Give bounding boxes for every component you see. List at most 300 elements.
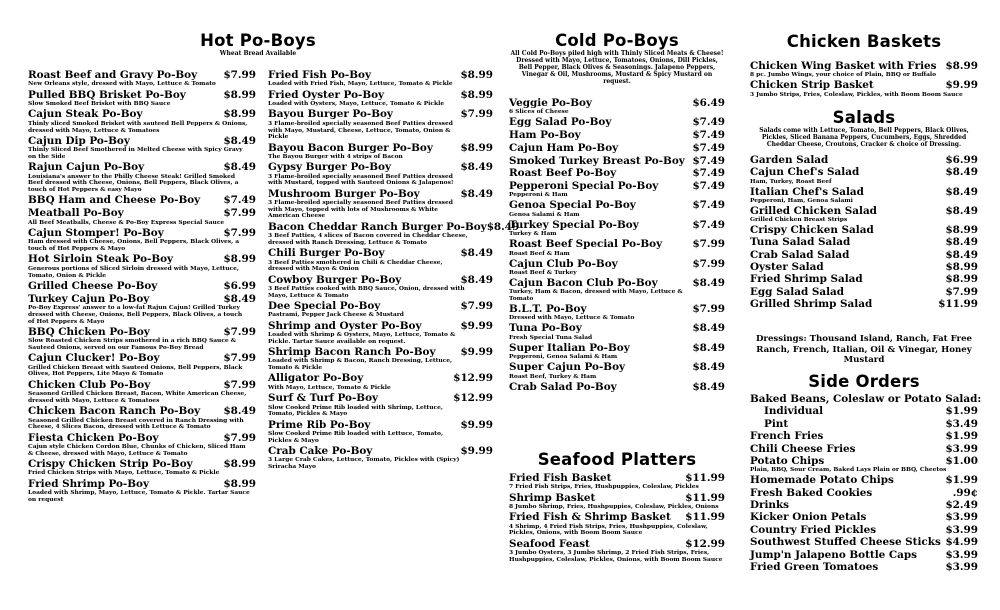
menu-item-price: $12.99 (453, 392, 493, 405)
menu-item-row (750, 561, 978, 573)
menu-item-description: Pepperoni & Ham (509, 191, 568, 199)
menu-item (750, 224, 978, 236)
menu-item-name: Prime Rib Po-Boy (268, 418, 371, 431)
menu-item-price: $7.49 (692, 218, 725, 231)
menu-item-name: Gypsy Burger Po-Boy (268, 161, 391, 174)
menu-item-price: $6.49 (692, 97, 725, 109)
menu-item (268, 142, 493, 161)
menu-item (268, 69, 493, 88)
menu-item-row (509, 381, 725, 393)
menu-item-row (268, 108, 493, 120)
menu-item-name: Cajun Chef's Salad (750, 166, 860, 179)
menu-item-name: Chicken Club Po-Boy (28, 378, 151, 391)
menu-item (28, 108, 256, 134)
menu-item-name: Cajun Clucker! Po-Boy (28, 352, 160, 365)
menu-item-name: Cajun Steak Po-Boy (28, 108, 143, 121)
menu-item-name: Chili Cheese Fries (750, 442, 856, 455)
menu-item-name: Jump'n Jalapeno Bottle Caps (750, 548, 917, 561)
menu-item-price: $8.49 (945, 185, 978, 198)
menu-item-price: $8.99 (945, 260, 978, 273)
menu-item-price: $3.49 (945, 417, 978, 430)
menu-item-name: Seafood Feast (509, 537, 590, 550)
menu-item-price: $8.49 (486, 220, 520, 233)
menu-item-row (268, 372, 493, 384)
menu-item-price: $8.49 (223, 292, 256, 305)
menu-item-name: Fiesta Chicken Po-Boy (28, 431, 159, 444)
menu-item (509, 116, 725, 128)
menu-item-price: $3.99 (945, 523, 978, 536)
menu-item-price: $8.99 (460, 141, 493, 154)
menu-item (28, 326, 256, 352)
menu-item-row (750, 487, 978, 499)
menu-item (268, 188, 493, 221)
menu-item-row (28, 352, 256, 364)
menu-item-name: Cajun Bacon Club Po-Boy (509, 276, 658, 289)
menu-item-price: $8.49 (460, 187, 493, 200)
menu-item (750, 60, 978, 79)
menu-item (28, 432, 256, 458)
menu-item (750, 79, 978, 98)
menu-item-name: Cowboy Burger Po-Boy (268, 273, 402, 286)
menu-item-price: $3.99 (945, 548, 978, 561)
menu-item-description: Generous portions of Sliced Sirloin dressed with Mayo, Lettuce, Tomato, Onion & Pickle (28, 264, 239, 279)
menu-item-name: Crab Salad Po-Boy (509, 380, 617, 393)
menu-item-name: BBQ Chicken Po-Boy (28, 325, 150, 338)
menu-item-name: Drinks (750, 498, 790, 511)
menu-item-price: $12.99 (453, 372, 493, 385)
menu-item-description: Slow Cooked Prime Rib loaded with Lettuce, Tomato, Pickles & Mayo (268, 429, 444, 444)
menu-item (750, 474, 978, 486)
menu-item-row (509, 167, 725, 179)
menu-item-price: .99¢ (952, 486, 978, 499)
menu-item (268, 445, 493, 471)
menu-item-description: Slow Roasted Chicken Strips smothered in a rich BBQ Sauce & Sauteed Onions, served on our Famous Po-Boy Bread (28, 337, 237, 352)
menu-item-name: Chicken Wing Basket with Fries (750, 60, 937, 72)
salads-subtitle: Salads come with Lettuce, Tomato, Bell Peppers, Black Olives, Pickles, Sliced Banana Peppers, Cucumbers, Eggs, Shredded Cheddar Cheese, Croutons, Cracker & choice of Dressing. (759, 127, 969, 148)
menu-item-name: Individual (764, 405, 824, 418)
menu-item-name: Chili Burger Po-Boy (268, 247, 385, 260)
menu-item-name: Surf & Turf Po-Boy (268, 392, 379, 405)
menu-item-description: Grilled Chicken Breast Strips (750, 216, 848, 224)
menu-item-price: $6.99 (223, 279, 256, 292)
menu-item (509, 492, 725, 511)
menu-item-row (750, 154, 978, 166)
menu-item (28, 280, 256, 292)
menu-item-row (509, 142, 725, 154)
menu-item (268, 220, 520, 247)
menu-item (268, 108, 493, 141)
menu-item-description: Fried Chicken Strips with Mayo, Lettuce, Tomato & Pickle (28, 469, 220, 477)
menu-item-description: 3 Beef Patties, 4 slices of Bacon covered in Cheddar Cheese, dressed with Ranch Dressing, Lettuce & Tomato (268, 232, 468, 246)
menu-item (268, 392, 493, 418)
menu-item (509, 381, 725, 393)
menu-item (750, 430, 978, 442)
menu-item-name: Grilled Shrimp Salad (750, 298, 873, 311)
menu-item (28, 161, 256, 194)
menu-item-row (750, 430, 978, 442)
menu-item-description: 3 Jumbo Strips, Fries, Coleslaw, Pickles, with Boom Boom Sauce (750, 90, 963, 98)
menu-item-name: Grilled Chicken Salad (750, 204, 877, 217)
menu-item-name: Cajun Club Po-Boy (509, 257, 618, 270)
menu-item-price: $12.99 (685, 537, 725, 550)
menu-item-price: $8.99 (945, 60, 978, 72)
menu-item-row (750, 236, 978, 248)
menu-item-row (750, 79, 978, 91)
menu-item (28, 293, 256, 326)
menu-item-description: 7 Fried Fish Strips, Fries, Hushpuppies, Coleslaw, Pickles (509, 483, 699, 491)
hot-po-boys-title: Hot Po-Boys (200, 31, 316, 50)
menu-item-price: $7.99 (692, 238, 725, 251)
menu-item-name: Crispy Chicken Salad (750, 223, 874, 236)
menu-item-name: BBQ Ham and Cheese Po-Boy (28, 194, 201, 207)
menu-item-name: Egg Salad Po-Boy (509, 116, 612, 129)
menu-item-name: Dee Special Po-Boy (268, 299, 381, 312)
menu-item-price: $7.99 (223, 352, 256, 365)
menu-item-name: Fried Shrimp Po-Boy (28, 477, 149, 490)
menu-item-price: $7.99 (460, 299, 493, 312)
menu-item-name: Tuna Po-Boy (509, 322, 582, 335)
menu-item-description: Genoa Salami & Ham (509, 210, 580, 218)
menu-item-name: Bayou Burger Po-Boy (268, 108, 393, 121)
menu-item-row (268, 247, 493, 259)
menu-item-price: $8.49 (945, 248, 978, 261)
menu-item (750, 286, 978, 298)
menu-item-name: Roast Beef Special Po-Boy (509, 238, 663, 251)
menu-item (750, 249, 978, 261)
menu-item-name: Fried Shrimp Salad (750, 273, 863, 286)
menu-item-row (750, 249, 978, 261)
menu-item-price: $7.99 (460, 108, 493, 121)
menu-item (509, 219, 725, 238)
menu-item (268, 419, 493, 445)
menu-item-name: Fried Fish Basket (509, 472, 612, 484)
menu-item (750, 273, 978, 285)
menu-item-description: 3 Flame-broiled specially seasoned Beef Patties dressed with Mustard, topped with Sauteed Onions & Jalapenos! (268, 172, 454, 187)
cold-po-boys-list (509, 97, 725, 393)
seafood-title: Seafood Platters (537, 450, 697, 469)
menu-item (750, 418, 978, 430)
menu-item (750, 186, 978, 205)
menu-item-description: Roast Beef & Turkey (509, 268, 577, 276)
menu-item-name: Genoa Special Po-Boy (509, 199, 636, 212)
menu-item (509, 180, 725, 199)
menu-item-description: Thinly sliced Smoked Brisket with sauteed Bell Peppers & Onions, dressed with Mayo, Lettuce & Tomatoes (28, 119, 248, 134)
menu-item-price: $8.49 (460, 273, 493, 286)
menu-item-price: $8.49 (945, 166, 978, 179)
hot-po-boys-list-2 (268, 69, 520, 471)
menu-item-price: $7.49 (692, 129, 725, 142)
menu-item-price: $8.99 (223, 108, 256, 121)
menu-item-row (750, 549, 978, 561)
menu-item (28, 135, 256, 161)
menu-item-name: Mushroom Burger Po-Boy (268, 187, 420, 200)
menu-item-row (750, 405, 978, 417)
menu-item-name: Crab Salad Salad (750, 248, 850, 261)
menu-item-price: $1.99 (945, 474, 978, 487)
menu-item (509, 142, 725, 154)
menu-item-price: $8.99 (223, 253, 256, 266)
menu-item-name: Fried Green Tomatoes (750, 560, 879, 573)
menu-item-description: 8 Jumbo Shrimp, Fries, Hushpuppies, Coleslaw, Pickles, Onions (509, 503, 719, 511)
menu-item (28, 89, 256, 108)
menu-item-row (28, 207, 256, 219)
menu-item-name: Chicken Strip Basket (750, 79, 874, 92)
menu-item-price: $8.49 (692, 361, 725, 374)
menu-item-name: Pulled BBQ Brisket Po-Boy (28, 88, 186, 101)
menu-item-description: Roast Beef & Ham (509, 249, 570, 257)
menu-item-row (750, 524, 978, 536)
menu-item-price: $7.99 (223, 378, 256, 391)
menu-item (750, 393, 982, 405)
menu-item-price: $9.99 (460, 418, 493, 431)
menu-item-price: $9.99 (945, 79, 978, 92)
menu-item-description: Loaded with Shrimp & Oysters, Mayo, Lettuce, Tomato & Pickle. Tartar Sauce available on request. (268, 331, 456, 345)
menu-item-description: Ham dressed with Cheese, Onions, Bell Peppers, Black Olives, a touch of Hot Peppers & Mayo (28, 238, 240, 253)
menu-item (28, 194, 256, 206)
menu-item-name: Smoked Turkey Breast Po-Boy (509, 154, 685, 167)
menu-item-row (28, 280, 256, 292)
menu-item-description: All Beef Meatballs, Cheese & Po-Boy Express Special Sauce (28, 218, 225, 226)
menu-item-description: Louisiana's answer to the Philly Cheese Steak! Grilled Smoked Beef dressed with Cheese, Onions, Bell Peppers, Black Olives, a touch of Hot Peppers & easy Mayo (28, 172, 239, 194)
menu-item-row (750, 224, 978, 236)
menu-item-price: $8.49 (692, 276, 725, 289)
menu-item (268, 161, 493, 187)
menu-item-row (28, 161, 256, 173)
menu-item-row (509, 511, 725, 523)
menu-item-price: $1.00 (945, 455, 978, 468)
seafood-header (509, 450, 725, 469)
menu-item (268, 300, 493, 319)
menu-item-name: Italian Chef's Salad (750, 185, 864, 198)
menu-item-description: Loaded with Shrimp, Mayo, Lettuce, Tomato & Pickle. Tartar Sauce on request (28, 489, 250, 503)
menu-item-price: $8.99 (223, 88, 256, 101)
menu-item-price: $11.99 (685, 511, 725, 524)
menu-item (28, 379, 256, 405)
menu-item-price: $7.49 (692, 167, 725, 180)
hot-po-boys-list-1 (28, 69, 256, 504)
menu-item (268, 320, 493, 346)
menu-item-name: Super Cajun Po-Boy (509, 361, 626, 374)
menu-item-row (750, 166, 978, 178)
menu-item-description: With Mayo, Lettuce, Tomato & Pickle (268, 383, 391, 391)
chicken-header (750, 32, 978, 51)
menu-item (750, 499, 978, 511)
menu-item-description: Fresh Special Tuna Salad (509, 333, 593, 341)
menu-item-description: Loaded with Fried Fish, Mayo, Lettuce, Tomato & Pickle (268, 80, 453, 88)
menu-item (28, 478, 256, 504)
menu-item-price: $9.99 (460, 346, 493, 359)
menu-item-price: $8.49 (460, 247, 493, 260)
menu-item (509, 472, 725, 491)
menu-item-row (28, 405, 256, 417)
menu-item-row (750, 443, 978, 455)
menu-item-row (750, 286, 978, 298)
menu-item-name: Fried Fish & Shrimp Basket (509, 511, 671, 524)
menu-item-name: Fried Fish Po-Boy (268, 69, 371, 81)
menu-item-price: $9.99 (460, 319, 493, 332)
menu-item-description: Ham, Turkey, Roast Beef (750, 177, 832, 185)
menu-item-price: $8.49 (223, 161, 256, 174)
menu-item-price: $11.99 (938, 298, 978, 311)
menu-item-price: $8.49 (460, 161, 493, 174)
menu-item-price: $3.99 (945, 560, 978, 573)
menu-item-name: Veggie Po-Boy (509, 97, 592, 109)
menu-item-price: $9.99 (460, 444, 493, 457)
menu-item-row (509, 322, 725, 334)
menu-item-description: Pepperoni, Genoa Salami & Ham (509, 353, 618, 361)
menu-item-row (750, 536, 978, 548)
menu-item-name: Alligator Po-Boy (268, 372, 364, 385)
menu-item-description: The Bayou Burger with 4 strips of Bacon (268, 152, 403, 160)
menu-item-price: $11.99 (685, 472, 725, 484)
menu-item (750, 205, 978, 224)
menu-item-price: $1.99 (945, 405, 978, 418)
menu-item-description: Dressed with Mayo, Lettuce & Tomato (509, 314, 635, 322)
menu-item-name: Pepperoni Special Po-Boy (509, 179, 659, 192)
menu-item-description: Turkey & Ham (509, 230, 557, 238)
menu-item-price: $8.49 (692, 341, 725, 354)
menu-item-name: Fresh Baked Cookies (750, 486, 873, 499)
menu-item-description: Pastrami, Pepper Jack Cheese & Mustard (268, 311, 404, 319)
menu-item-name: Rajun Cajun Po-Boy (28, 161, 145, 174)
menu-item (750, 561, 978, 573)
sides-list (750, 393, 982, 573)
menu-item-description: 4 Shrimp, 4 Fried Fish Strips, Fries, Hushpuppies, Coleslaw, Pickles, Onions, with Boom Boom Sauce (509, 522, 708, 537)
menu-item (750, 536, 978, 548)
menu-item (509, 155, 725, 167)
menu-item-description: 3 Flame-broiled specially seasoned Beef Patties dressed with Mayo, topped with lots of Mushrooms & White American Cheese (268, 199, 453, 220)
menu-item-price: $8.99 (945, 273, 978, 286)
menu-item-row (750, 511, 978, 523)
menu-item-price: $8.99 (223, 457, 256, 470)
menu-item-description: Thinly Sliced Beef Smothered in Melted Cheese with Spicy Gravy on the Side (28, 146, 243, 160)
menu-item-price: $8.49 (692, 380, 725, 393)
menu-item-description: Seasoned Grilled Chicken Breast covered in Ranch Dressing with Cheese, 4 Slices Bacon, dressed with Lettuce & Tomato (28, 416, 244, 431)
menu-item-name: Fried Oyster Po-Boy (268, 88, 385, 101)
menu-item-description: Roast Beef, Turkey & Ham (509, 372, 597, 380)
menu-item-price: $3.99 (945, 511, 978, 524)
menu-item-name: Grilled Cheese Po-Boy (28, 279, 158, 292)
menu-item-price: $6.99 (945, 154, 978, 166)
menu-item (509, 511, 725, 537)
menu-item-price: $1.99 (945, 430, 978, 443)
menu-item (268, 372, 493, 391)
menu-item-price: $7.99 (223, 325, 256, 338)
menu-item-name: Bacon Cheddar Ranch Burger Po-Boy (268, 220, 487, 233)
menu-item (28, 253, 256, 279)
menu-item-row (750, 499, 978, 511)
menu-item-name: Chicken Bacon Ranch Po-Boy (28, 405, 201, 418)
menu-item-name: B.L.T. Po-Boy (509, 303, 587, 316)
menu-item-price: $7.99 (692, 303, 725, 316)
menu-item-description: 3 Jumbo Oysters, 3 Jumbo Shrimp, 2 Fried Fish Strips, Fries, Hushpuppies, Coleslaw, Pickles, Onions, with Boom Boom Sauce (509, 548, 723, 563)
menu-item-price: $11.99 (685, 491, 725, 504)
menu-item-description: Slow Cooked Prime Rib loaded with Shrimp, Lettuce, Tomato, Pickles & Mayo (268, 403, 443, 418)
menu-item-name: Kicker Onion Petals (750, 511, 867, 524)
menu-item (750, 261, 978, 273)
menu-item-description: Grilled Chicken Breast with Sauteed Onions, Bell Peppers, Black Olives, Hot Peppers, Lite Mayo & Tomato (28, 363, 243, 378)
menu-item-price: $7.99 (692, 257, 725, 270)
menu-item-description: Seasoned Grilled Chicken Breast, Bacon, White American Cheese, dressed with Mayo, Lettuce & Tomatoes (28, 390, 247, 404)
menu-item-price: $4.99 (945, 536, 978, 549)
menu-item-price: $7.49 (692, 116, 725, 129)
menu-item-description: Cajun style Chicken Cordon Blue, Chunks of Chicken, Sliced Ham & Cheese, dressed with Mayo, Lettuce & Tomato (28, 442, 246, 457)
salads-title: Salads (832, 108, 896, 127)
menu-item-description: 3 Large Crab Cakes, Lettuce, Tomato, Pickles with (Spicy) Sriracha Mayo (268, 456, 460, 471)
menu-item-price: $7.49 (692, 179, 725, 192)
menu-item-description: 8 pc. Jumbo Wings, your choice of Plain, BBQ or Buffalo (750, 71, 937, 79)
menu-item (509, 322, 725, 341)
menu-item-name: Cajun Stomper! Po-Boy (28, 227, 164, 240)
menu-item-name: Bayou Bacon Burger Po-Boy (268, 141, 433, 154)
sides-header (750, 372, 978, 391)
menu-item-name: Garden Salad (750, 154, 829, 166)
menu-item-price: $7.49 (692, 199, 725, 212)
menu-item-row (268, 392, 493, 404)
menu-item-description: Slow Smoked Beef Brisket with BBQ Sauce (28, 100, 171, 108)
menu-item-price: $7.99 (223, 207, 256, 220)
menu-item-description: 3 Beef Patties smothered in Chili & Cheddar Cheese, dressed with Mayo & Onion (268, 258, 443, 273)
salads-list (750, 154, 978, 311)
salads-header (750, 108, 978, 148)
menu-item-name: Ham Po-Boy (509, 129, 581, 142)
sides-title: Side Orders (808, 372, 920, 391)
menu-item-name: Shrimp Basket (509, 491, 596, 504)
seafood-list (509, 472, 725, 564)
menu-item-name: Homemade Potato Chips (750, 474, 894, 487)
menu-item (750, 549, 978, 561)
menu-item (509, 199, 725, 218)
menu-item-row (750, 418, 978, 430)
menu-item (509, 361, 725, 380)
menu-item (509, 167, 725, 179)
menu-item (750, 443, 978, 455)
menu-item (509, 303, 725, 322)
menu-item-name: Cajun Ham Po-Boy (509, 141, 619, 154)
menu-item-row (750, 393, 982, 405)
menu-item-name: Roast Beef Po-Boy (509, 167, 617, 180)
salad-dressings: Dressings: Thousand Island, Ranch, Fat Free Ranch, French, Italian, Oil & Vinegar, Honey Mustard (755, 334, 973, 365)
menu-item-price: $8.49 (223, 134, 256, 147)
menu-item (750, 405, 978, 417)
cold-po-boys-header (509, 31, 725, 85)
menu-item-row (509, 238, 725, 250)
menu-item-price: $7.99 (223, 431, 256, 444)
menu-item-name: Hot Sirloin Steak Po-Boy (28, 253, 174, 266)
menu-item-name: Super Italian Po-Boy (509, 341, 630, 354)
menu-item (268, 247, 493, 273)
menu-item (509, 97, 725, 116)
menu-item-price: $8.99 (460, 69, 493, 81)
menu-item-description: Loaded with Shrimp & Bacon, Ranch Dressing, Lettuce, Tomato & Pickle (268, 357, 453, 372)
menu-item-price: $8.49 (692, 322, 725, 335)
menu-item (28, 458, 256, 477)
menu-item (750, 298, 978, 310)
menu-item-price: $3.99 (945, 442, 978, 455)
menu-item (509, 129, 725, 141)
menu-item-description: 3 Beef Patties cooked with BBQ Sauce, Onion, dressed with Mayo, Lettuce & Tomato (268, 284, 465, 299)
menu-item-description: Plain, BBQ, Sour Cream, Baked Lays Plain or BBQ, Cheetos (750, 466, 947, 474)
menu-item-price: $7.99 (945, 285, 978, 298)
menu-item-row (509, 116, 725, 128)
menu-item (750, 154, 978, 166)
menu-item (509, 342, 725, 361)
menu-item (509, 258, 725, 277)
menu-item (750, 166, 978, 185)
menu-item-row (750, 261, 978, 273)
menu-item-name: Tuna Salad Salad (750, 236, 851, 249)
menu-item (509, 238, 725, 257)
